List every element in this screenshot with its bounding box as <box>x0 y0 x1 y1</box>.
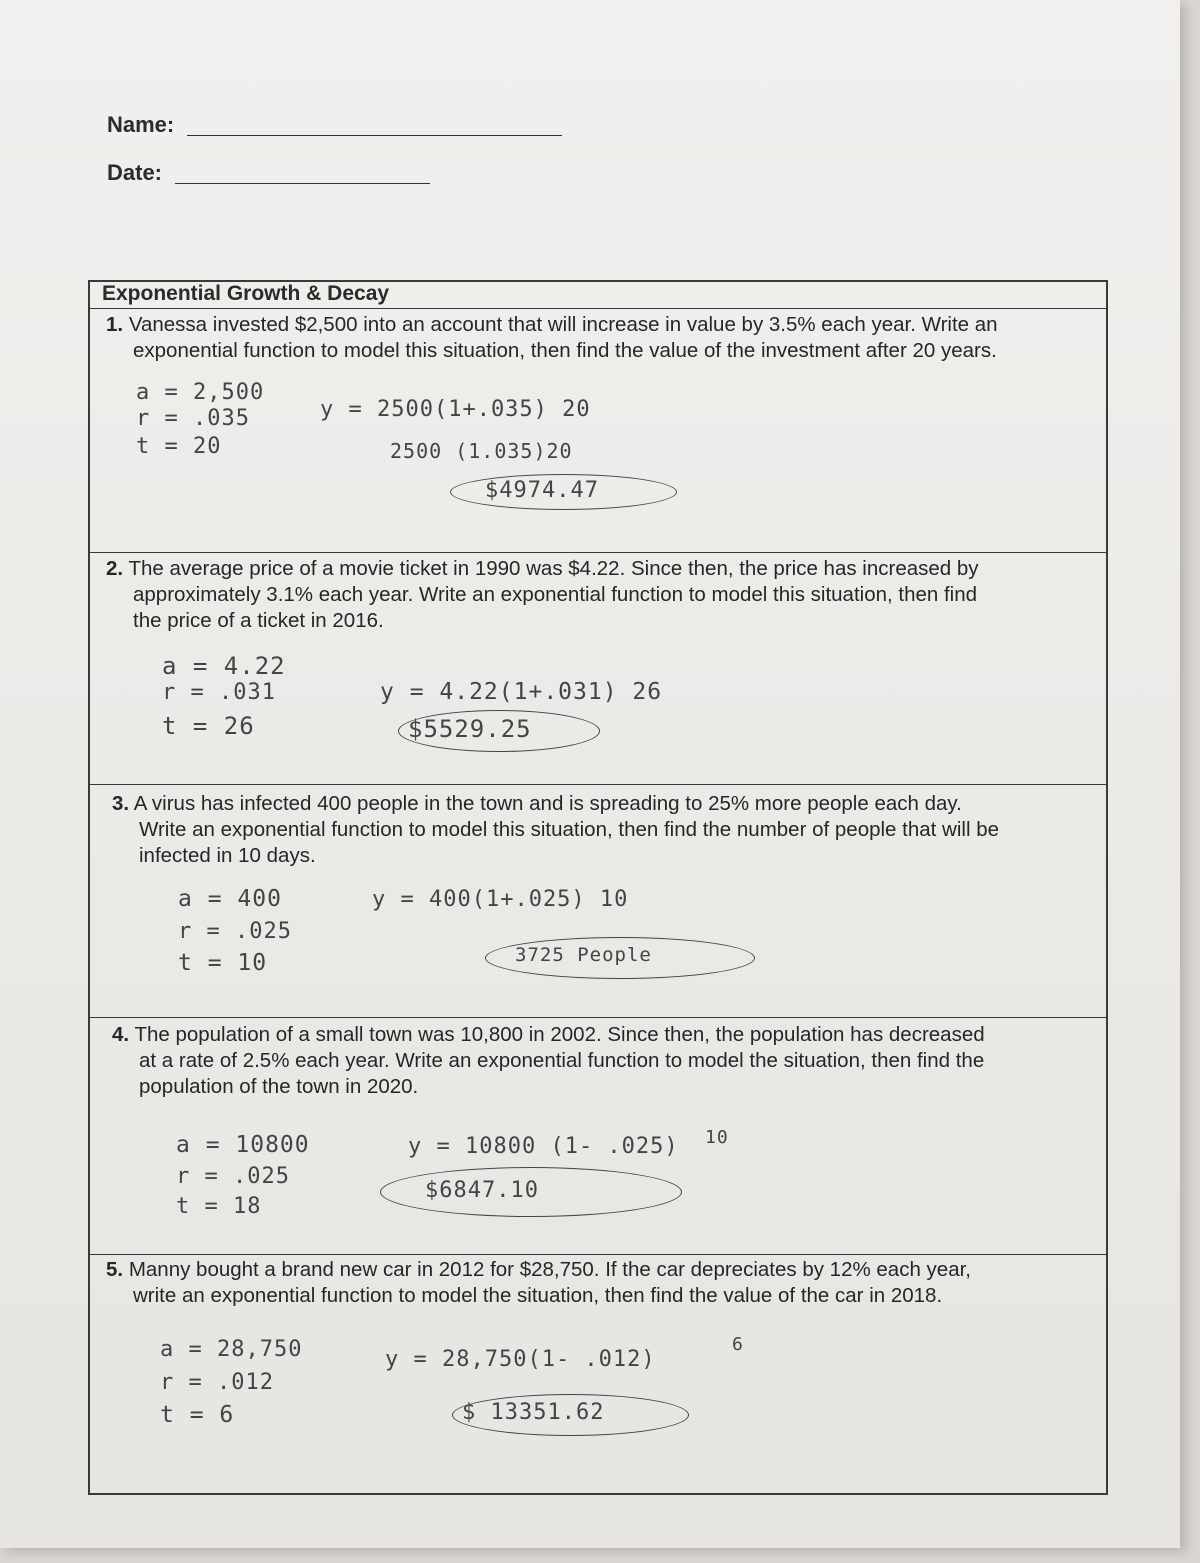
problem-line: approximately 3.1% each year. Write an exponential function to model this situation, then find <box>133 583 978 606</box>
problem-divider <box>90 1017 1106 1018</box>
work-t: t = 10 <box>178 950 268 976</box>
problem-line: Write an exponential function to model this situation, then find the number of people that will be <box>139 818 1000 841</box>
work-equation: y = 400(1+.025) 10 <box>372 887 629 912</box>
problem-line: the price of a ticket in 2016. <box>133 609 384 632</box>
problem-4-text <box>112 1022 1072 1100</box>
problem-line: exponential function to model this situation, then find the value of the investment after 20 years. <box>133 339 997 362</box>
work-a: a = 4.22 <box>162 652 286 680</box>
work-equation-step: 2500 (1.035)20 <box>390 439 573 463</box>
answer: $5529.25 <box>408 715 532 743</box>
problem-line: Manny bought a brand new car in 2012 for $28,750. If the car depreciates by 12% each year, <box>128 1258 971 1281</box>
problem-3-text <box>112 791 1072 869</box>
problem-line: Vanessa invested $2,500 into an account that will increase in value by 3.5% each year. Write an <box>128 313 998 336</box>
work-a: a = 10800 <box>176 1132 310 1158</box>
problem-line: population of the town in 2020. <box>139 1075 419 1098</box>
work-t: t = 26 <box>162 712 255 740</box>
problem-divider <box>90 552 1106 553</box>
problem-number: 2. <box>106 557 124 580</box>
problem-number: 4. <box>112 1023 130 1046</box>
date-field-line <box>175 183 430 184</box>
work-r: r = .025 <box>176 1164 290 1189</box>
work-r: r = .035 <box>136 406 250 431</box>
answer: $4974.47 <box>485 478 599 503</box>
work-equation: y = 2500(1+.035) 20 <box>320 397 591 422</box>
problem-number: 1. <box>106 313 124 336</box>
answer: $ 13351.62 <box>462 1400 605 1425</box>
name-label: Name: <box>107 112 175 137</box>
title-divider <box>90 308 1106 309</box>
problem-number: 3. <box>112 792 130 815</box>
problem-5-text <box>106 1257 1066 1309</box>
work-exponent: 6 <box>732 1334 744 1355</box>
answer: $6847.10 <box>425 1178 539 1203</box>
answer: 3725 People <box>515 944 652 966</box>
problem-divider <box>90 784 1106 785</box>
problem-line: A virus has infected 400 people in the town and is spreading to 25% more people each day. <box>133 792 962 815</box>
work-equation: y = 10800 (1- .025) <box>408 1134 679 1159</box>
worksheet-title: Exponential Growth & Decay <box>102 282 390 305</box>
problem-line: The population of a small town was 10,800 in 2002. Since then, the population has decreased <box>134 1023 985 1046</box>
work-equation: y = 28,750(1- .012) <box>385 1347 656 1372</box>
work-r: r = .012 <box>160 1370 274 1395</box>
work-a: a = 2,500 <box>136 380 265 405</box>
problem-line: write an exponential function to model the situation, then find the value of the car in 2018. <box>133 1284 943 1307</box>
worksheet-box <box>88 280 1108 1495</box>
problem-2-text <box>106 556 1066 634</box>
work-equation: y = 4.22(1+.031) 26 <box>380 679 663 705</box>
problem-line: The average price of a movie ticket in 1990 was $4.22. Since then, the price has increased by <box>128 557 979 580</box>
problem-1-text <box>106 312 1066 364</box>
date-label: Date: <box>107 160 163 185</box>
name-field-line <box>187 135 562 136</box>
work-t: t = 18 <box>176 1194 262 1219</box>
work-r: r = .031 <box>162 680 276 705</box>
work-t: t = 20 <box>136 434 222 459</box>
problem-number: 5. <box>106 1258 124 1281</box>
problem-line: infected in 10 days. <box>139 844 316 867</box>
work-r: r = .025 <box>178 919 292 944</box>
work-a: a = 28,750 <box>160 1337 303 1362</box>
work-exponent: 10 <box>705 1127 729 1148</box>
work-a: a = 400 <box>178 886 282 912</box>
work-t: t = 6 <box>160 1402 235 1428</box>
problem-divider <box>90 1254 1106 1255</box>
problem-line: at a rate of 2.5% each year. Write an exponential function to model the situation, then find the <box>139 1049 985 1072</box>
